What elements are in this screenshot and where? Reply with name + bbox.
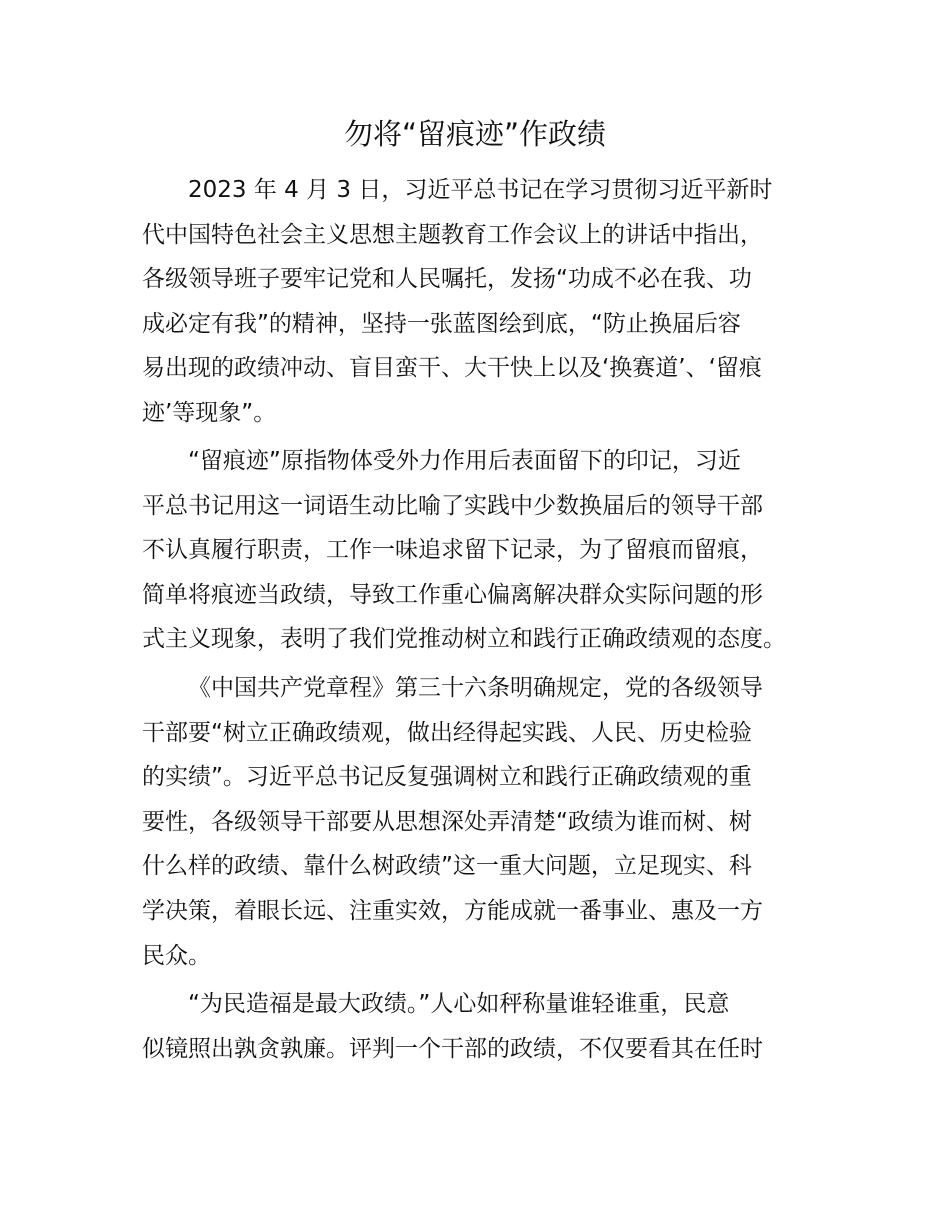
paragraph-line: 代中国特色社会主义思想主题教育工作会议上的讲话中指出， <box>142 221 763 248</box>
paragraph-line: 式主义现象，表明了我们党推动树立和践行正确政绩观的态度。 <box>142 626 786 653</box>
paragraph-line: 似镜照出孰贪孰廉。评判一个干部的政绩，不仅要看其在任时 <box>142 1035 763 1062</box>
paragraph-line: “留痕迹”原指物体受外力作用后表面留下的印记，习近 <box>188 448 741 474</box>
paragraph-line: 的实绩”。习近平总书记反复强调树立和践行正确政绩观的重 <box>142 764 752 791</box>
paragraph-line: 迹’等现象”。 <box>142 399 277 426</box>
paragraph-line: 简单将痕迹当政绩，导致工作重心偏离解决群众实际问题的形 <box>142 581 763 608</box>
document-title: 勿将“留痕迹”作政绩 <box>343 117 607 151</box>
paragraph-line: “为民造福是最大政绩。”人心如秤称量谁轻谁重，民意 <box>188 991 730 1017</box>
paragraph-line: 干部要“树立正确政绩观，做出经得起实践、人民、历史检验 <box>142 719 752 746</box>
paragraph-3 <box>142 666 763 978</box>
paragraph-4 <box>142 982 763 1071</box>
paragraph-2 <box>142 439 786 662</box>
paragraph-line: 要性，各级领导干部要从思想深处弄清楚“政绩为谁而树、树 <box>142 808 752 835</box>
paragraph-line: 学决策，着眼长远、注重实效，方能成就一番事业、惠及一方 <box>142 897 763 924</box>
paragraph-line: 民众。 <box>142 942 211 969</box>
paragraph-line: 不认真履行职责，工作一味追求留下记录，为了留痕而留痕， <box>142 537 763 564</box>
paragraph-line: 2023 年 4 月 3 日，习近平总书记在学习贯彻习近平新时 <box>188 177 773 203</box>
paragraph-line: 成必定有我”的精神，坚持一张蓝图绘到底，“防止换届后容 <box>142 310 741 337</box>
paragraph-line: 什么样的政绩、靠什么树政绩”这一重大问题，立足现实、科 <box>142 853 752 880</box>
paragraph-1 <box>142 168 772 436</box>
paragraph-line: 《中国共产党章程》第三十六条明确规定，党的各级领导 <box>188 675 763 701</box>
paragraph-line: 易出现的政绩冲动、盲目蛮干、大干快上以及‘换赛道’、‘留痕 <box>142 355 762 382</box>
paragraph-line: 平总书记用这一词语生动比喻了实践中少数换届后的领导干部 <box>142 492 763 519</box>
paragraph-line: 各级领导班子要牢记党和人民嘱托，发扬“功成不必在我、功 <box>142 266 752 293</box>
